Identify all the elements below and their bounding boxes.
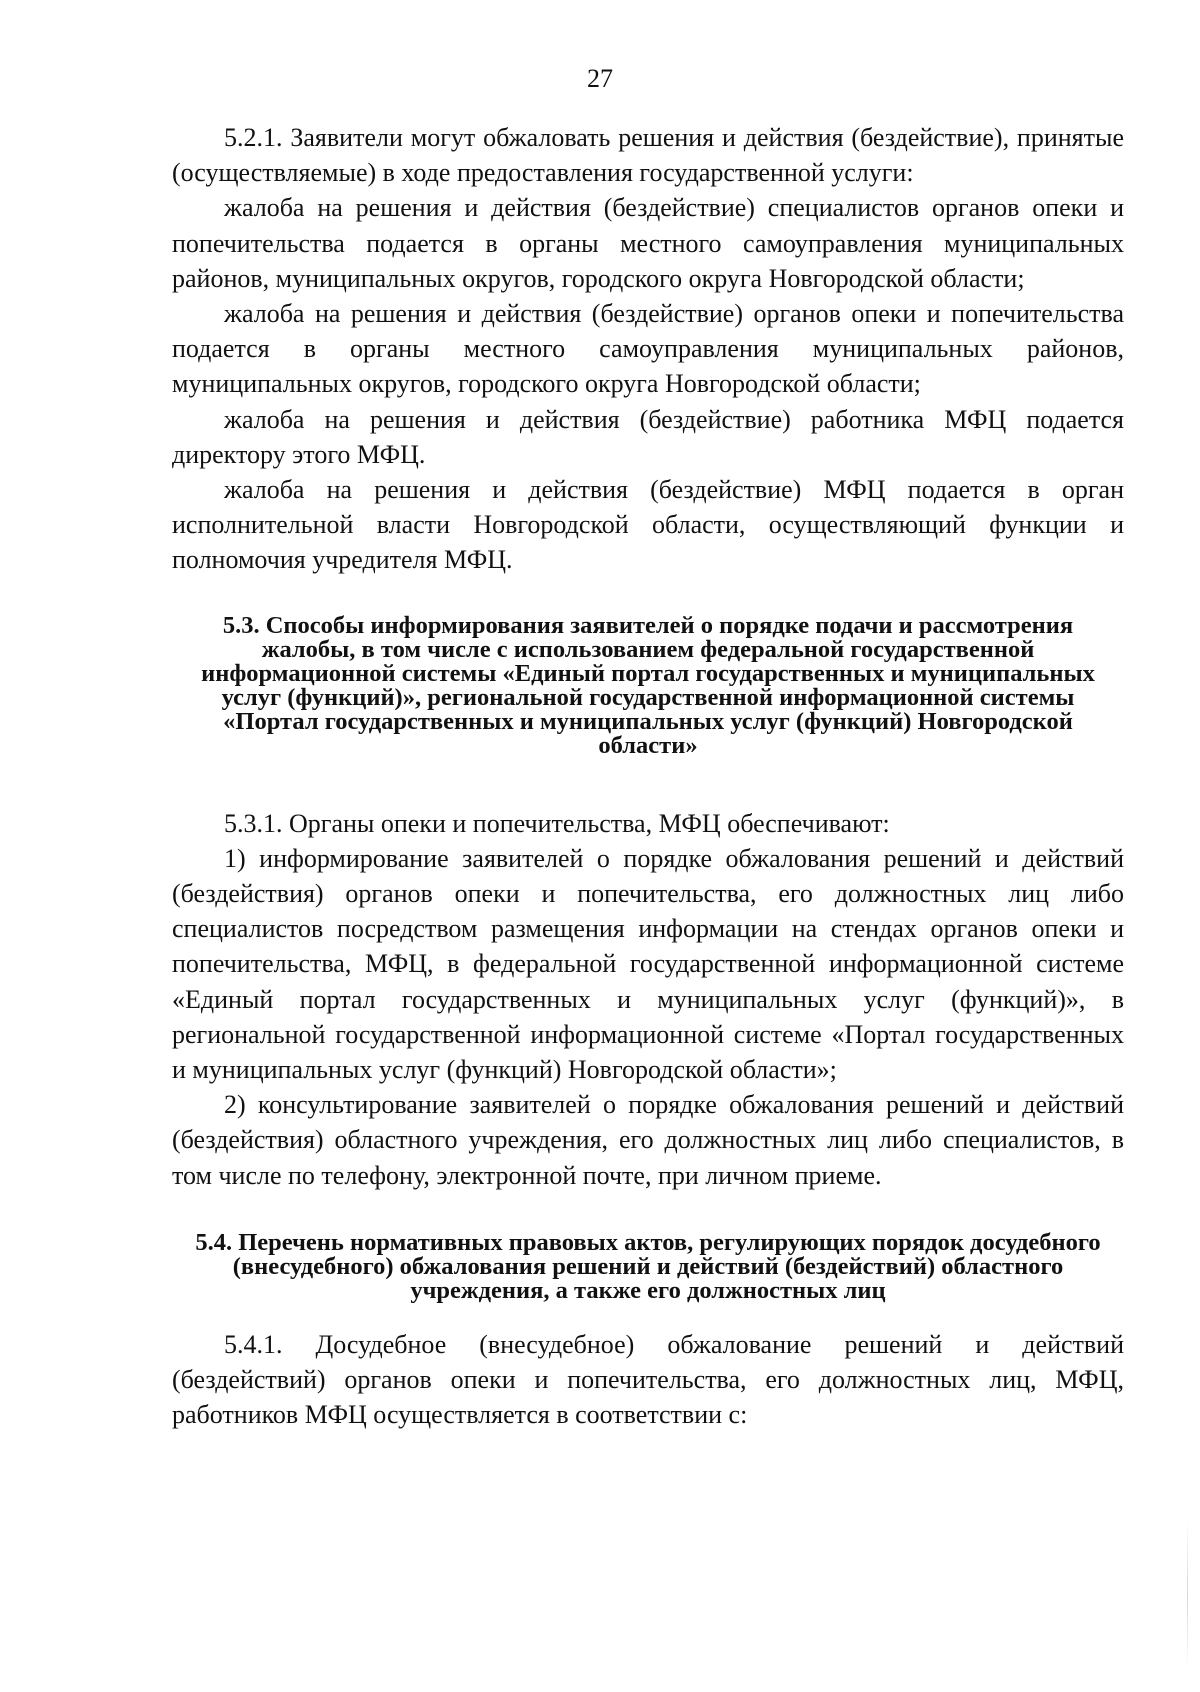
section-heading-5-3: 5.3. Способы информирования заявителей о порядке подачи и рассмотрения жалобы, в том числе с использованием федеральной государственной информационной системы «Единый портал государственных и муниципальных услуг (функций)», региональной государственной информационной системы «Портал государственных и муниципальных услуг (функций) Новгородской области» — [201, 611, 1095, 759]
section-5-4 — [172, 1228, 1124, 1433]
list-item-consulting: 2) консультирование заявителей о порядке обжалования решений и действий (бездействия) областного учреждения, его должностных лиц либо специалистов, в том числе по телефону, электронной почте, при личном приеме. — [172, 1090, 1124, 1190]
document-body — [172, 120, 1124, 1432]
spacer — [172, 578, 1124, 614]
section-5-3 — [172, 611, 1124, 1193]
paragraph-5-3-1: 5.3.1. Органы опеки и попечительства, МФЦ обеспечивают: — [224, 808, 890, 838]
list-item-informing: 1) информирование заявителей о порядке обжалования решений и действий (бездействия) органов опеки и попечительства, его должностных лиц либо специалистов посредством размещения информации на стендах органов опеки и попечительства, МФЦ, в федеральной государственной информационной системе «Единый портал государственных и муниципальных услуг (функций)», в региональной государственной информационной системе «Портал государственных и муниципальных услуг (функций) Новгородской области»; — [172, 843, 1124, 1085]
paragraph-5-4-1: 5.4.1. Досудебное (внесудебное) обжалование решений и действий (бездействий) органов опеки и попечительства, его должностных лиц, МФЦ, работников МФЦ осуществляется в соответствии с: — [172, 1329, 1124, 1430]
section-5-2 — [172, 120, 1124, 578]
section-heading-5-4: 5.4. Перечень нормативных правовых актов, регулирующих порядок досудебного (внесудебного) обжалования решений и действий (бездействий) областного учреждения, а также его должностных лиц — [195, 1228, 1101, 1304]
paragraph-complaint-mfc-employee: жалоба на решения и действия (бездействие) работника МФЦ подается директору этого МФЦ. — [172, 404, 1124, 469]
spacer — [172, 758, 1124, 806]
paragraph-complaint-guardianship-bodies: жалоба на решения и действия (бездействие) органов опеки и попечительства подается в органы местного самоуправления муниципальных районов, муниципальных округов, городского округа Новгородской области; — [172, 299, 1124, 399]
page-number: 27 — [587, 64, 613, 93]
spacer — [172, 1193, 1124, 1231]
paragraph-5-2-1: 5.2.1. Заявители могут обжаловать решения и действия (бездействие), принятые (осуществляемые) в ходе предоставления государственной услуги: — [172, 123, 1124, 188]
spacer — [172, 1303, 1124, 1327]
paragraph-complaint-mfc: жалоба на решения и действия (бездействие) МФЦ подается в орган исполнительной власти Новгородской области, осуществляющий функции и полномочия учредителя МФЦ. — [172, 475, 1124, 575]
paragraph-complaint-specialists: жалоба на решения и действия (бездействие) специалистов органов опеки и попечительства подается в органы местного самоуправления муниципальных районов, муниципальных округов, городского округа Новгородской области; — [172, 193, 1124, 293]
scan-edge-line — [1187, 1520, 1188, 1670]
